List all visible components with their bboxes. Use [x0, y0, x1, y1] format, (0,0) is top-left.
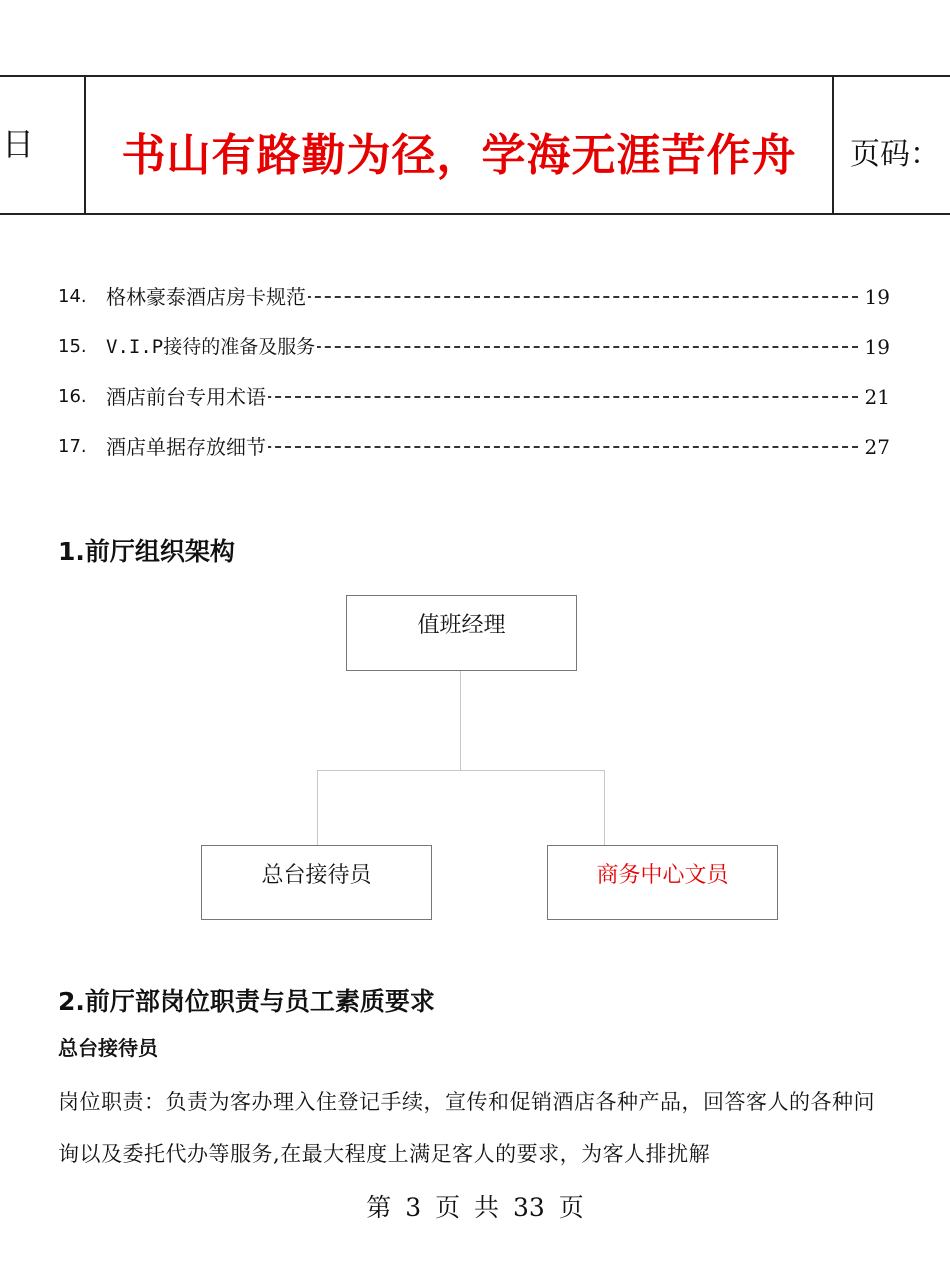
org-connector-horizontal: [317, 770, 605, 771]
toc-entry-number: 14.: [58, 286, 87, 307]
toc-entry-title: 格林豪泰酒店房卡规范: [106, 282, 308, 312]
toc-entry[interactable]: [58, 282, 890, 332]
toc-entry-number: 15.: [58, 336, 87, 357]
toc-entry-page: 21: [865, 382, 890, 412]
header-motto-cell: [86, 77, 834, 213]
toc-entry[interactable]: [58, 382, 890, 432]
org-node-business-center-clerk: [547, 845, 778, 920]
org-node-label: 总台接待员: [261, 863, 372, 888]
header-table: [0, 75, 950, 215]
toc-entry-title: 酒店单据存放细节: [106, 432, 268, 462]
org-connector-left: [317, 770, 318, 845]
org-node-front-desk-receptionist: [201, 845, 432, 920]
header-motto: 书山有路勤为径，学海无涯苦作舟: [121, 130, 797, 181]
toc-entry-page: 27: [865, 432, 890, 462]
org-node-label: 值班经理: [417, 613, 506, 638]
header-left-cell: [0, 77, 86, 213]
subheading-front-desk-receptionist: 总台接待员: [58, 1036, 158, 1060]
toc-entry[interactable]: [58, 332, 890, 382]
org-connector-right: [604, 770, 605, 845]
toc-entry[interactable]: [58, 432, 890, 482]
header-page-label: 页码：: [850, 137, 940, 172]
toc-entry-title: V.I.P接待的准备及服务: [106, 332, 317, 362]
toc-entry-number: 17.: [58, 436, 87, 457]
page-footer: 第 3 页 共 33 页: [366, 1193, 584, 1222]
toc-entry-page: 19: [865, 282, 890, 312]
toc-entry-page: 19: [865, 332, 890, 362]
org-connector-vertical: [460, 670, 461, 770]
org-node-label: 商务中心文员: [596, 863, 729, 888]
header-date-fragment: 日: [2, 125, 35, 163]
org-node-duty-manager: [346, 595, 577, 671]
toc-entry-number: 16.: [58, 386, 87, 407]
section-heading-job-duties: 2.前厅部岗位职责与员工素质要求: [58, 987, 435, 1016]
section-heading-org-structure: 1.前厅组织架构: [58, 537, 235, 566]
table-of-contents: [58, 282, 890, 482]
job-duties-paragraph: 岗位职责：负责为客办理入住登记手续，宣传和促销酒店各种产品，回答客人的各种问询以及委托代办等服务,在最大程度上满足客人的要求，为客人排扰解: [58, 1090, 875, 1166]
toc-entry-title: 酒店前台专用术语: [106, 382, 268, 412]
